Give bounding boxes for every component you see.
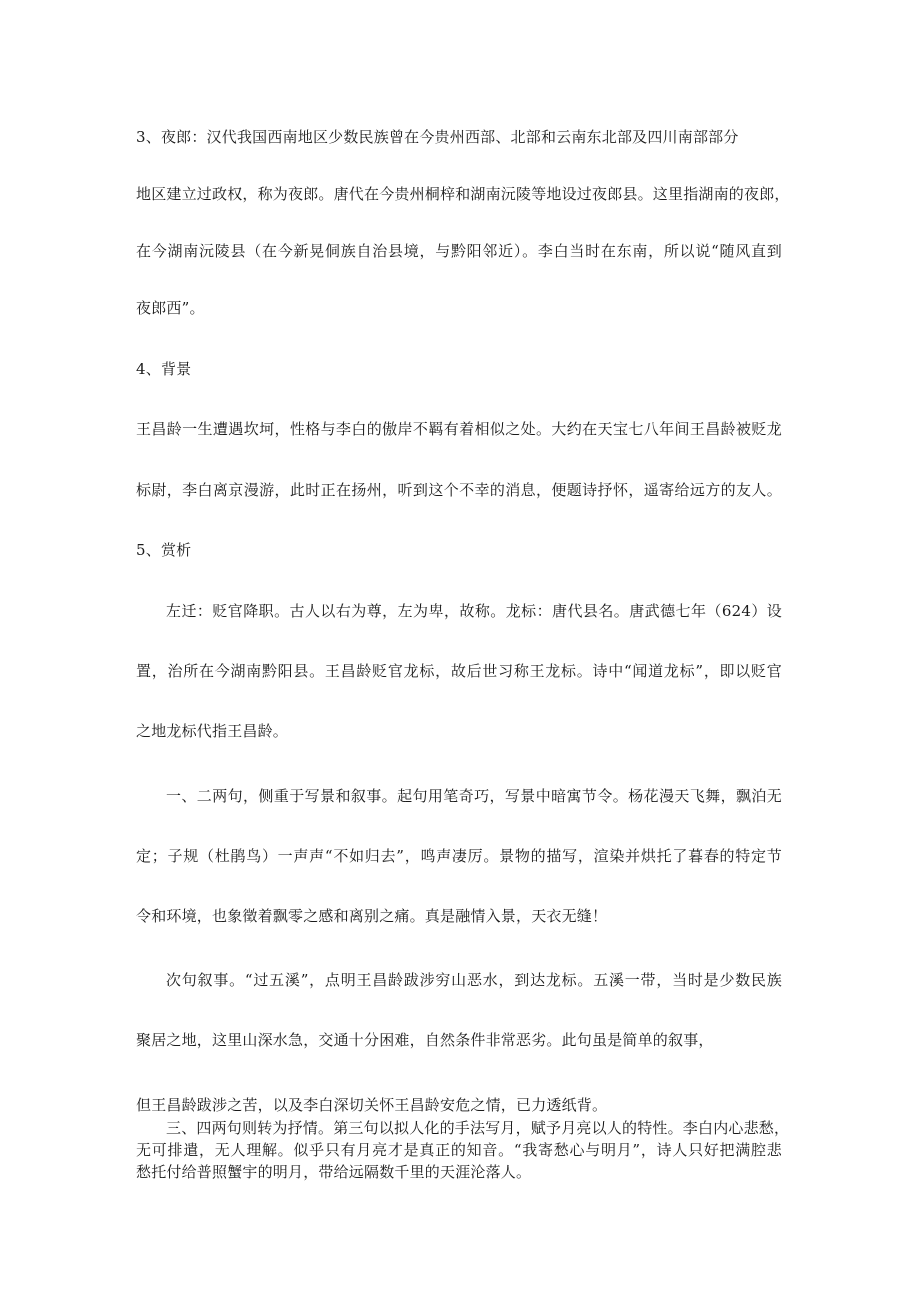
para2-line-1: 一、二两句，侧重于写景和叙事。起句用笔奇巧，写景中暗寓节令。杨花漫天飞舞，飘泊无: [166, 787, 782, 805]
para4-line-3: 愁托付给普照蟹宇的明月，带给远隔数千里的天涯沦落人。: [136, 1163, 532, 1181]
para3-line-2: 聚居之地，这里山深水急，交通十分困难，自然条件非常恶劣。此句虽是简单的叙事，: [136, 1031, 714, 1049]
background-line-2: 标尉，李白离京漫游，此时正在扬州，听到这个不幸的消息，便题诗抒怀，遥寄给远方的友人。: [136, 481, 782, 499]
note3-line-2: 地区建立过政权，称为夜郎。唐代在今贵州桐梓和湖南沅陵等地设过夜郎县。这里指湖南的夜郎，: [136, 185, 790, 203]
para3-line-1: 次句叙事。“过五溪”，点明王昌龄跋涉穷山恶水，到达龙标。五溪一带，当时是少数民族: [166, 971, 782, 989]
background-line-1: 王昌龄一生遭遇坎坷，性格与李白的傲岸不羁有着相似之处。大约在天宝七八年间王昌龄被贬龙: [136, 420, 782, 438]
appreciation-heading: 5、赏析: [136, 541, 192, 559]
note3-line-3: 在今湖南沅陵县（在今新晃侗族自治县境，与黔阳邻近）。李白当时在东南，所以说“随风直到: [136, 242, 782, 260]
para2-line-2: 定；子规（杜鹃鸟）一声声“不如归去”，鸣声凄厉。景物的描写，渲染并烘托了暮春的特定节: [136, 847, 782, 865]
note3-line-1: 3、夜郎：汉代我国西南地区少数民族曾在今贵州西部、北部和云南东北部及四川南部部分: [136, 128, 739, 146]
para3-line-3: 但王昌龄跋涉之苦，以及李白深切关怀王昌龄安危之情，已力透纸背。: [136, 1096, 608, 1114]
para1-line-3: 之地龙标代指王昌龄。: [136, 722, 289, 740]
background-heading: 4、背景: [136, 360, 192, 378]
para1-line-1: 左迁：贬官降职。古人以右为尊，左为卑，故称。龙标：唐代县名。唐武德七年（624）设: [166, 602, 782, 620]
note3-line-4: 夜郎西”。: [136, 299, 205, 317]
para4-line-2: 无可排遣，无人理解。似乎只有月亮才是真正的知音。“我寄愁心与明月”，诗人只好把满腔悲: [136, 1141, 782, 1159]
para2-line-3: 令和环境，也象徵着飘零之感和离别之痛。真是融情入景，天衣无缝！: [136, 907, 608, 925]
para1-line-2: 置，治所在今湖南黔阳县。王昌龄贬官龙标，故后世习称王龙标。诗中“闻道龙标”，即以贬官: [136, 662, 782, 680]
para4-line-1: 三、四两句则转为抒情。第三句以拟人化的手法写月，赋予月亮以人的特性。李白内心悲愁，: [166, 1119, 790, 1137]
